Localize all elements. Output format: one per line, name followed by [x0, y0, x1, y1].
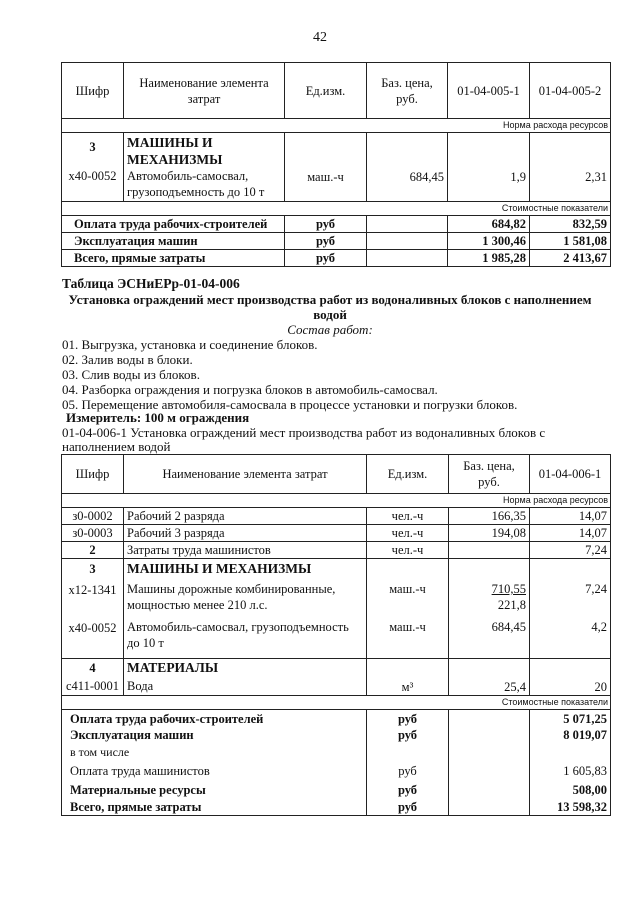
row-price: 684,45	[367, 133, 448, 202]
row-value: 14,07	[530, 508, 611, 525]
total-name: Оплата труда рабочих-строителей	[70, 712, 264, 726]
step: 01. Выгрузка, установка и соединение блоков.	[62, 337, 318, 352]
row-unit: чел.-ч	[367, 508, 449, 525]
machinists-value: 7,24	[530, 542, 611, 559]
step: 02. Залив воды в блоки.	[62, 352, 193, 367]
norm-label: Норма расхода ресурсов	[62, 119, 611, 133]
total-unit: руб	[398, 764, 417, 778]
desc-line1: 01-04-006-1 Установка ограждений мест производства работ из водоналивных блоков с	[62, 425, 546, 440]
header-price: Баз. цена, руб.	[367, 63, 448, 119]
total-name: Всего, прямые затраты	[62, 250, 285, 267]
section-number: 3	[89, 140, 96, 154]
mach1-code: х12-1341	[68, 583, 117, 597]
step: 03. Слив воды из блоков.	[62, 367, 200, 382]
total-value: 8 019,07	[563, 728, 607, 742]
row-value-2: 2,31	[530, 133, 611, 202]
total-unit: руб	[397, 712, 418, 726]
norm-label: Норма расхода ресурсов	[62, 494, 611, 508]
header-code: Шифр	[62, 63, 124, 119]
measure-label: Измеритель: 100 м ограждения	[66, 410, 250, 425]
mach1-name-line1: Машины дорожные комбинированные,	[127, 582, 336, 596]
mat1-value: 20	[530, 659, 611, 696]
total-unit: руб	[397, 783, 418, 797]
mach2-unit: маш.-ч	[389, 620, 426, 634]
machinists-name: Затраты труда машинистов	[124, 542, 367, 559]
row-value: 14,07	[530, 525, 611, 542]
header-name: Наименование элемента затрат	[124, 455, 367, 494]
mat1-name: Вода	[127, 679, 154, 693]
total-unit: руб	[397, 728, 418, 742]
total-unit: руб	[285, 216, 367, 233]
mach-section-num: 3	[89, 562, 96, 576]
total-unit: руб	[285, 250, 367, 267]
section-heading-line1: Установка ограждений мест производства работ из водоналивных блоков с наполнением	[68, 292, 592, 307]
desc-line2: наполнением водой	[62, 439, 171, 454]
total-value: 508,00	[572, 783, 607, 797]
mach2-code: х40-0052	[68, 621, 117, 635]
row-code: х40-0052	[68, 169, 117, 183]
total-value-1: 684,82	[448, 216, 530, 233]
header-unit: Ед.изм.	[367, 455, 449, 494]
row-name: Рабочий 3 разряда	[124, 525, 367, 542]
total-value: 1 605,83	[563, 764, 607, 778]
composition-label: Состав работ:	[287, 322, 373, 337]
mat1-price: 25,4	[449, 659, 530, 696]
total-name: в том числе	[70, 745, 130, 759]
header-code: Шифр	[62, 455, 124, 494]
total-name: Материальные ресурсы	[70, 783, 206, 797]
resource-table-1	[61, 62, 611, 267]
row-value-1: 1,9	[448, 133, 530, 202]
total-unit: руб	[285, 233, 367, 250]
section-title: МАШИНЫ И МЕХАНИЗМЫ	[127, 135, 223, 167]
mach-section-title: МАШИНЫ И МЕХАНИЗМЫ	[127, 561, 312, 576]
cost-label: Стоимостные показатели	[62, 696, 611, 710]
total-value	[533, 743, 607, 762]
mach1-value: 7,24	[585, 582, 607, 596]
mach2-name-line1: Автомобиль-самосвал, грузоподъемность	[127, 620, 349, 634]
row-code: з0-0003	[62, 525, 124, 542]
machinists-num: 2	[62, 542, 124, 559]
mach1-name-line2: мощностью менее 210 л.с.	[127, 598, 268, 612]
total-value-1: 1 985,28	[448, 250, 530, 267]
total-value-2: 1 581,08	[530, 233, 611, 250]
mach2-value: 4,2	[591, 620, 607, 634]
mach2-price: 684,45	[491, 620, 526, 634]
header-col2: 01-04-005-2	[530, 63, 611, 119]
total-value-2: 832,59	[530, 216, 611, 233]
row-name: Автомобиль-самосвал, грузоподъемность до 10 т	[127, 169, 265, 199]
total-value-2: 2 413,67	[530, 250, 611, 267]
mach1-unit: маш.-ч	[389, 582, 426, 596]
total-value: 13 598,32	[557, 800, 607, 814]
header-col1: 01-04-005-1	[448, 63, 530, 119]
total-unit	[370, 743, 445, 762]
section-heading-line2: водой	[313, 307, 347, 322]
row-price: 166,35	[449, 508, 530, 525]
row-price: 194,08	[449, 525, 530, 542]
step: 05. Перемещение автомобиля-самосвала в процессе установки и погрузки блоков.	[62, 397, 518, 412]
header-name: Наименование элемента затрат	[124, 63, 285, 119]
row-name: Рабочий 2 разряда	[124, 508, 367, 525]
mach1-price: 710,55	[491, 582, 526, 596]
row-unit: маш.-ч	[285, 133, 367, 202]
total-name: Эксплуатация машин	[62, 233, 285, 250]
header-col1: 01-04-006-1	[530, 455, 611, 494]
cost-label: Стоимостные показатели	[62, 202, 611, 216]
total-name: Оплата труда рабочих-строителей	[62, 216, 285, 233]
total-name: Всего, прямые затраты	[70, 800, 202, 814]
total-value: 5 071,25	[563, 712, 607, 726]
total-name: Оплата труда машинистов	[70, 764, 210, 778]
resource-table-2	[61, 454, 611, 816]
total-name: Эксплуатация машин	[70, 728, 194, 742]
table-title: Таблица ЭСНиЕРр-01-04-006	[62, 276, 240, 291]
header-unit: Ед.изм.	[285, 63, 367, 119]
row-unit: чел.-ч	[367, 525, 449, 542]
row-code: з0-0002	[62, 508, 124, 525]
mat1-unit: м³	[367, 659, 449, 696]
page-number: 42	[313, 30, 327, 45]
mat-section-title: МАТЕРИАЛЫ	[127, 660, 219, 675]
mach1-price-2: 221,8	[497, 598, 526, 612]
mach2-name-line2: до 10 т	[127, 636, 164, 650]
mat1-code: с411-0001	[66, 679, 119, 693]
mat-section-num: 4	[89, 661, 96, 675]
machinists-unit: чел.-ч	[367, 542, 449, 559]
step: 04. Разборка ограждения и погрузка блоков в автомобиль-самосвал.	[62, 382, 438, 397]
header-price: Баз. цена, руб.	[449, 455, 530, 494]
total-value-1: 1 300,46	[448, 233, 530, 250]
total-unit: руб	[397, 800, 418, 814]
